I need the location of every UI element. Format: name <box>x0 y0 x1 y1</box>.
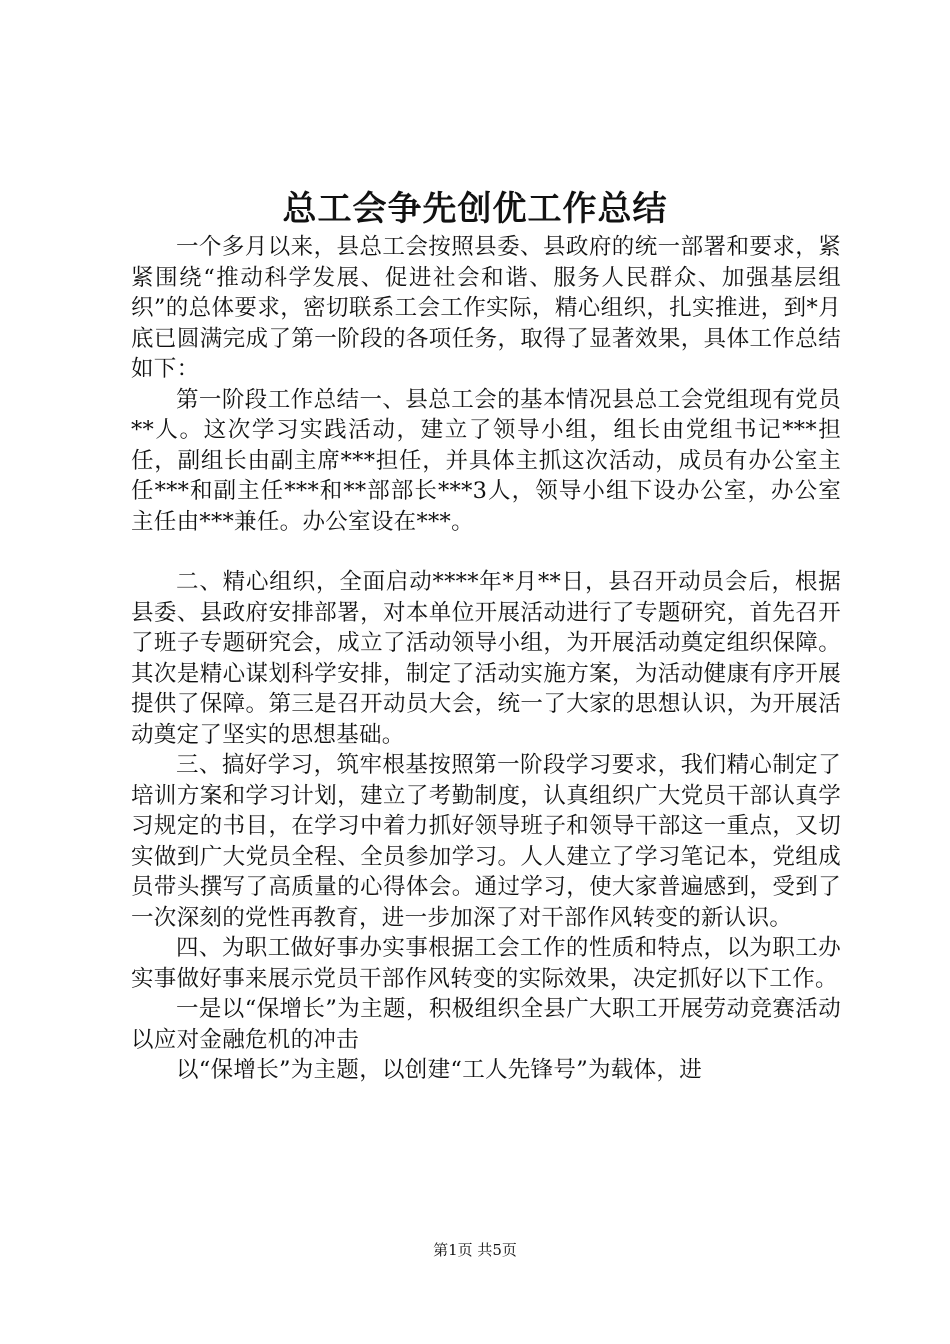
document-body <box>131 232 841 1086</box>
paragraph: 四、为职工做好事办实事根据工会工作的性质和特点，以为职工办实事做好事来展示党员干部作风转变的实际效果，决定抓好以下工作。 <box>131 935 841 992</box>
paragraph: 第一阶段工作总结一、县总工会的基本情况县总工会党组现有党员**人。这次学习实践活动，建立了领导小组，组长由党组书记***担任，副组长由副主席***担任，并具体主抓这次活动，成员有办公室主任***和副主任***和**部部长***3人，领导小组下设办公室，办公室主任由***兼任。办公室设在***。 <box>131 386 841 535</box>
document-title: 总工会争先创优工作总结 <box>282 189 668 229</box>
paragraph: 以“保增长”为主题，以创建“工人先锋号”为载体，进 <box>176 1057 703 1083</box>
page-footer: 第1页 共5页 <box>433 1241 517 1259</box>
paragraph: 二、精心组织，全面启动****年*月**日，县召开动员会后，根据县委、县政府安排部署，对本单位开展活动进行了专题研究，首先召开了班子专题研究会，成立了活动领导小组，为开展活动奠定组织保障。其次是精心谋划科学安排，制定了活动实施方案，为活动健康有序开展提供了保障。第三是召开动员大会，统一了大家的思想认识，为开展活动奠定了坚实的思想基础。 <box>131 569 841 748</box>
paragraph: 三、搞好学习，筑牢根基按照第一阶段学习要求，我们精心制定了培训方案和学习计划，建立了考勤制度，认真组织广大党员干部认真学习规定的书目，在学习中着力抓好领导班子和领导干部这一重点，又切实做到广大党员全程、全员参加学习。人人建立了学习笔记本，党组成员带头撰写了高质量的心得体会。通过学习，使大家普遍感到，受到了一次深刻的党性再教育，进一步加深了对干部作风转变的新认识。 <box>131 752 841 931</box>
paragraph: 一个多月以来，县总工会按照县委、县政府的统一部署和要求，紧紧围绕“推动科学发展、促进社会和谐、服务人民群众、加强基层组织”的总体要求，密切联系工会工作实际，精心组织，扎实推进，到*月底已圆满完成了第一阶段的各项任务，取得了显著效果，具体工作总结如下： <box>131 234 841 382</box>
paragraph: 一是以“保增长”为主题，积极组织全县广大职工开展劳动竞赛活动以应对金融危机的冲击 <box>131 996 841 1053</box>
